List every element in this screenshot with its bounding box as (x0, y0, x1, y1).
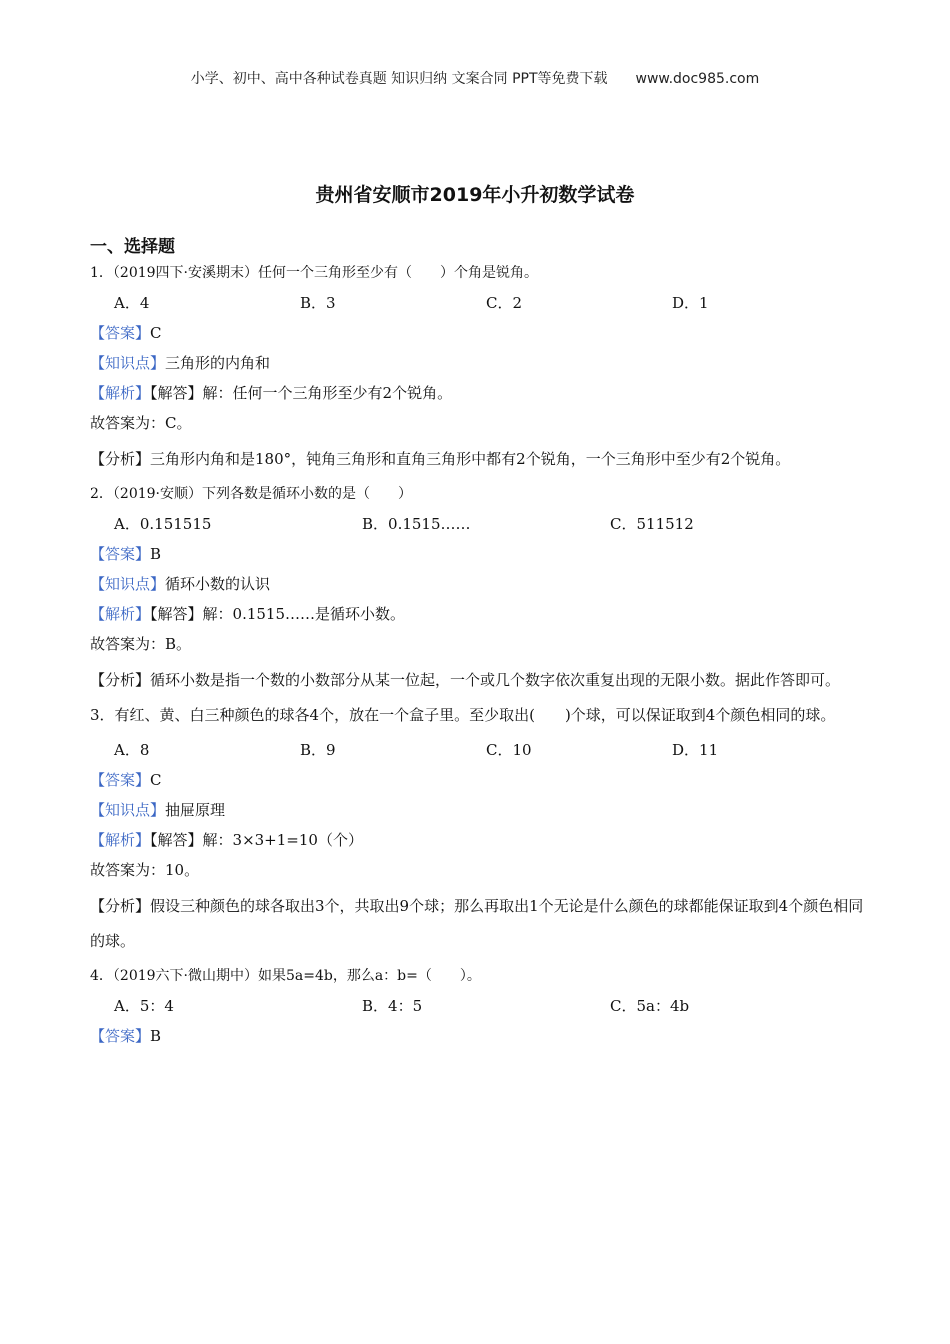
answer-tag: 【答案】 (90, 545, 151, 563)
knowledge-tag: 【知识点】 (90, 575, 166, 593)
answer-tag: 【答案】 (90, 771, 151, 789)
solution-tag: 【解答】 (150, 384, 203, 402)
solution-line (90, 829, 865, 852)
option-c: C．2 (486, 294, 523, 312)
analysis-text: 循环小数是指一个数的小数部分从某一位起，一个或几个数字依次重复出现的无限小数。据此作答即可。 (150, 671, 841, 689)
answer-line (90, 1025, 865, 1048)
question-stem: 4．（2019六下·微山期中）如果5a=4b，那么a：b=（ ）。 (90, 968, 481, 984)
conclusion-line: 故答案为：B。 (90, 635, 192, 653)
option-a: A．8 (114, 741, 150, 759)
option-c: C．10 (486, 741, 532, 759)
document-body (90, 256, 865, 1055)
answer-line (90, 769, 865, 792)
solution-text: 解：0.1515……是循环小数。 (202, 605, 406, 623)
option-c: C．5a：4b (610, 997, 690, 1015)
fenxi-tag: 【分析】 (90, 897, 151, 915)
answer-line (90, 322, 865, 345)
options-row (114, 292, 865, 315)
knowledge-value: 三角形的内角和 (165, 354, 271, 372)
page-title: 贵州省安顺市2019年小升初数学试卷 (315, 184, 635, 206)
option-b: B．4：5 (362, 997, 423, 1015)
answer-value: C (150, 324, 162, 342)
analysis-line (90, 442, 865, 477)
question-stem: 1．（2019四下·安溪期末）任何一个三角形至少有（ ）个角是锐角。 (90, 265, 538, 281)
knowledge-value: 循环小数的认识 (165, 575, 271, 593)
option-b: B．0.1515…… (362, 515, 471, 533)
page-header (0, 68, 950, 88)
option-d: D．11 (672, 741, 719, 759)
analysis-text: 假设三种颜色的球各取出3个，共取出9个球；那么再取出1个无论是什么颜色的球都能保证取到4个颜色相同的球。 (90, 897, 864, 950)
answer-value: B (150, 545, 162, 563)
knowledge-value: 抽屉原理 (165, 801, 226, 819)
solution-tag: 【解答】 (150, 831, 203, 849)
option-c: C．511512 (610, 515, 694, 533)
knowledge-line (90, 573, 865, 596)
option-b: B．9 (300, 741, 336, 759)
fenxi-tag: 【分析】 (90, 671, 151, 689)
question-4 (90, 965, 865, 1048)
options-row (114, 739, 865, 762)
analysis-line (90, 663, 865, 698)
question-2 (90, 483, 865, 698)
knowledge-line (90, 352, 865, 375)
analysis-text: 三角形内角和是180°，钝角三角形和直角三角形中都有2个锐角，一个三角形中至少有2个锐角。 (150, 450, 791, 468)
option-a: A．4 (114, 294, 150, 312)
solution-line (90, 603, 865, 626)
answer-line (90, 543, 865, 566)
conclusion-line: 故答案为：10。 (90, 861, 200, 879)
question-1 (90, 262, 865, 477)
option-d: D．1 (672, 294, 709, 312)
solution-text: 解：任何一个三角形至少有2个锐角。 (202, 384, 453, 402)
options-row (114, 513, 865, 536)
knowledge-line (90, 799, 865, 822)
knowledge-tag: 【知识点】 (90, 801, 166, 819)
analysis-tag: 【解析】 (90, 831, 151, 849)
answer-tag: 【答案】 (90, 1027, 151, 1045)
solution-line (90, 382, 865, 405)
header-site[interactable]: www.doc985.com (635, 71, 760, 87)
question-stem: 2．（2019·安顺）下列各数是循环小数的是（ ） (90, 486, 412, 502)
fenxi-tag: 【分析】 (90, 450, 151, 468)
option-b: B．3 (300, 294, 336, 312)
conclusion-line: 故答案为：C。 (90, 414, 192, 432)
option-a: A．0.151515 (114, 515, 212, 533)
answer-value: B (150, 1027, 162, 1045)
option-a: A．5：4 (114, 997, 174, 1015)
answer-value: C (150, 771, 162, 789)
question-3 (90, 698, 865, 959)
knowledge-tag: 【知识点】 (90, 354, 166, 372)
question-stem: 3．有红、黄、白三种颜色的球各4个，放在一个盒子里。至少取出( )个球，可以保证取到4个颜色相同的球。 (90, 706, 836, 724)
analysis-tag: 【解析】 (90, 605, 151, 623)
analysis-line (90, 889, 865, 959)
solution-tag: 【解答】 (150, 605, 203, 623)
analysis-tag: 【解析】 (90, 384, 151, 402)
solution-text: 解：3×3+1=10（个） (202, 831, 363, 849)
section-heading: 一、选择题 (90, 237, 175, 257)
header-text: 小学、初中、高中各种试卷真题 知识归纳 文案合同 PPT等免费下载 (190, 71, 608, 87)
options-row (114, 995, 865, 1018)
answer-tag: 【答案】 (90, 324, 151, 342)
